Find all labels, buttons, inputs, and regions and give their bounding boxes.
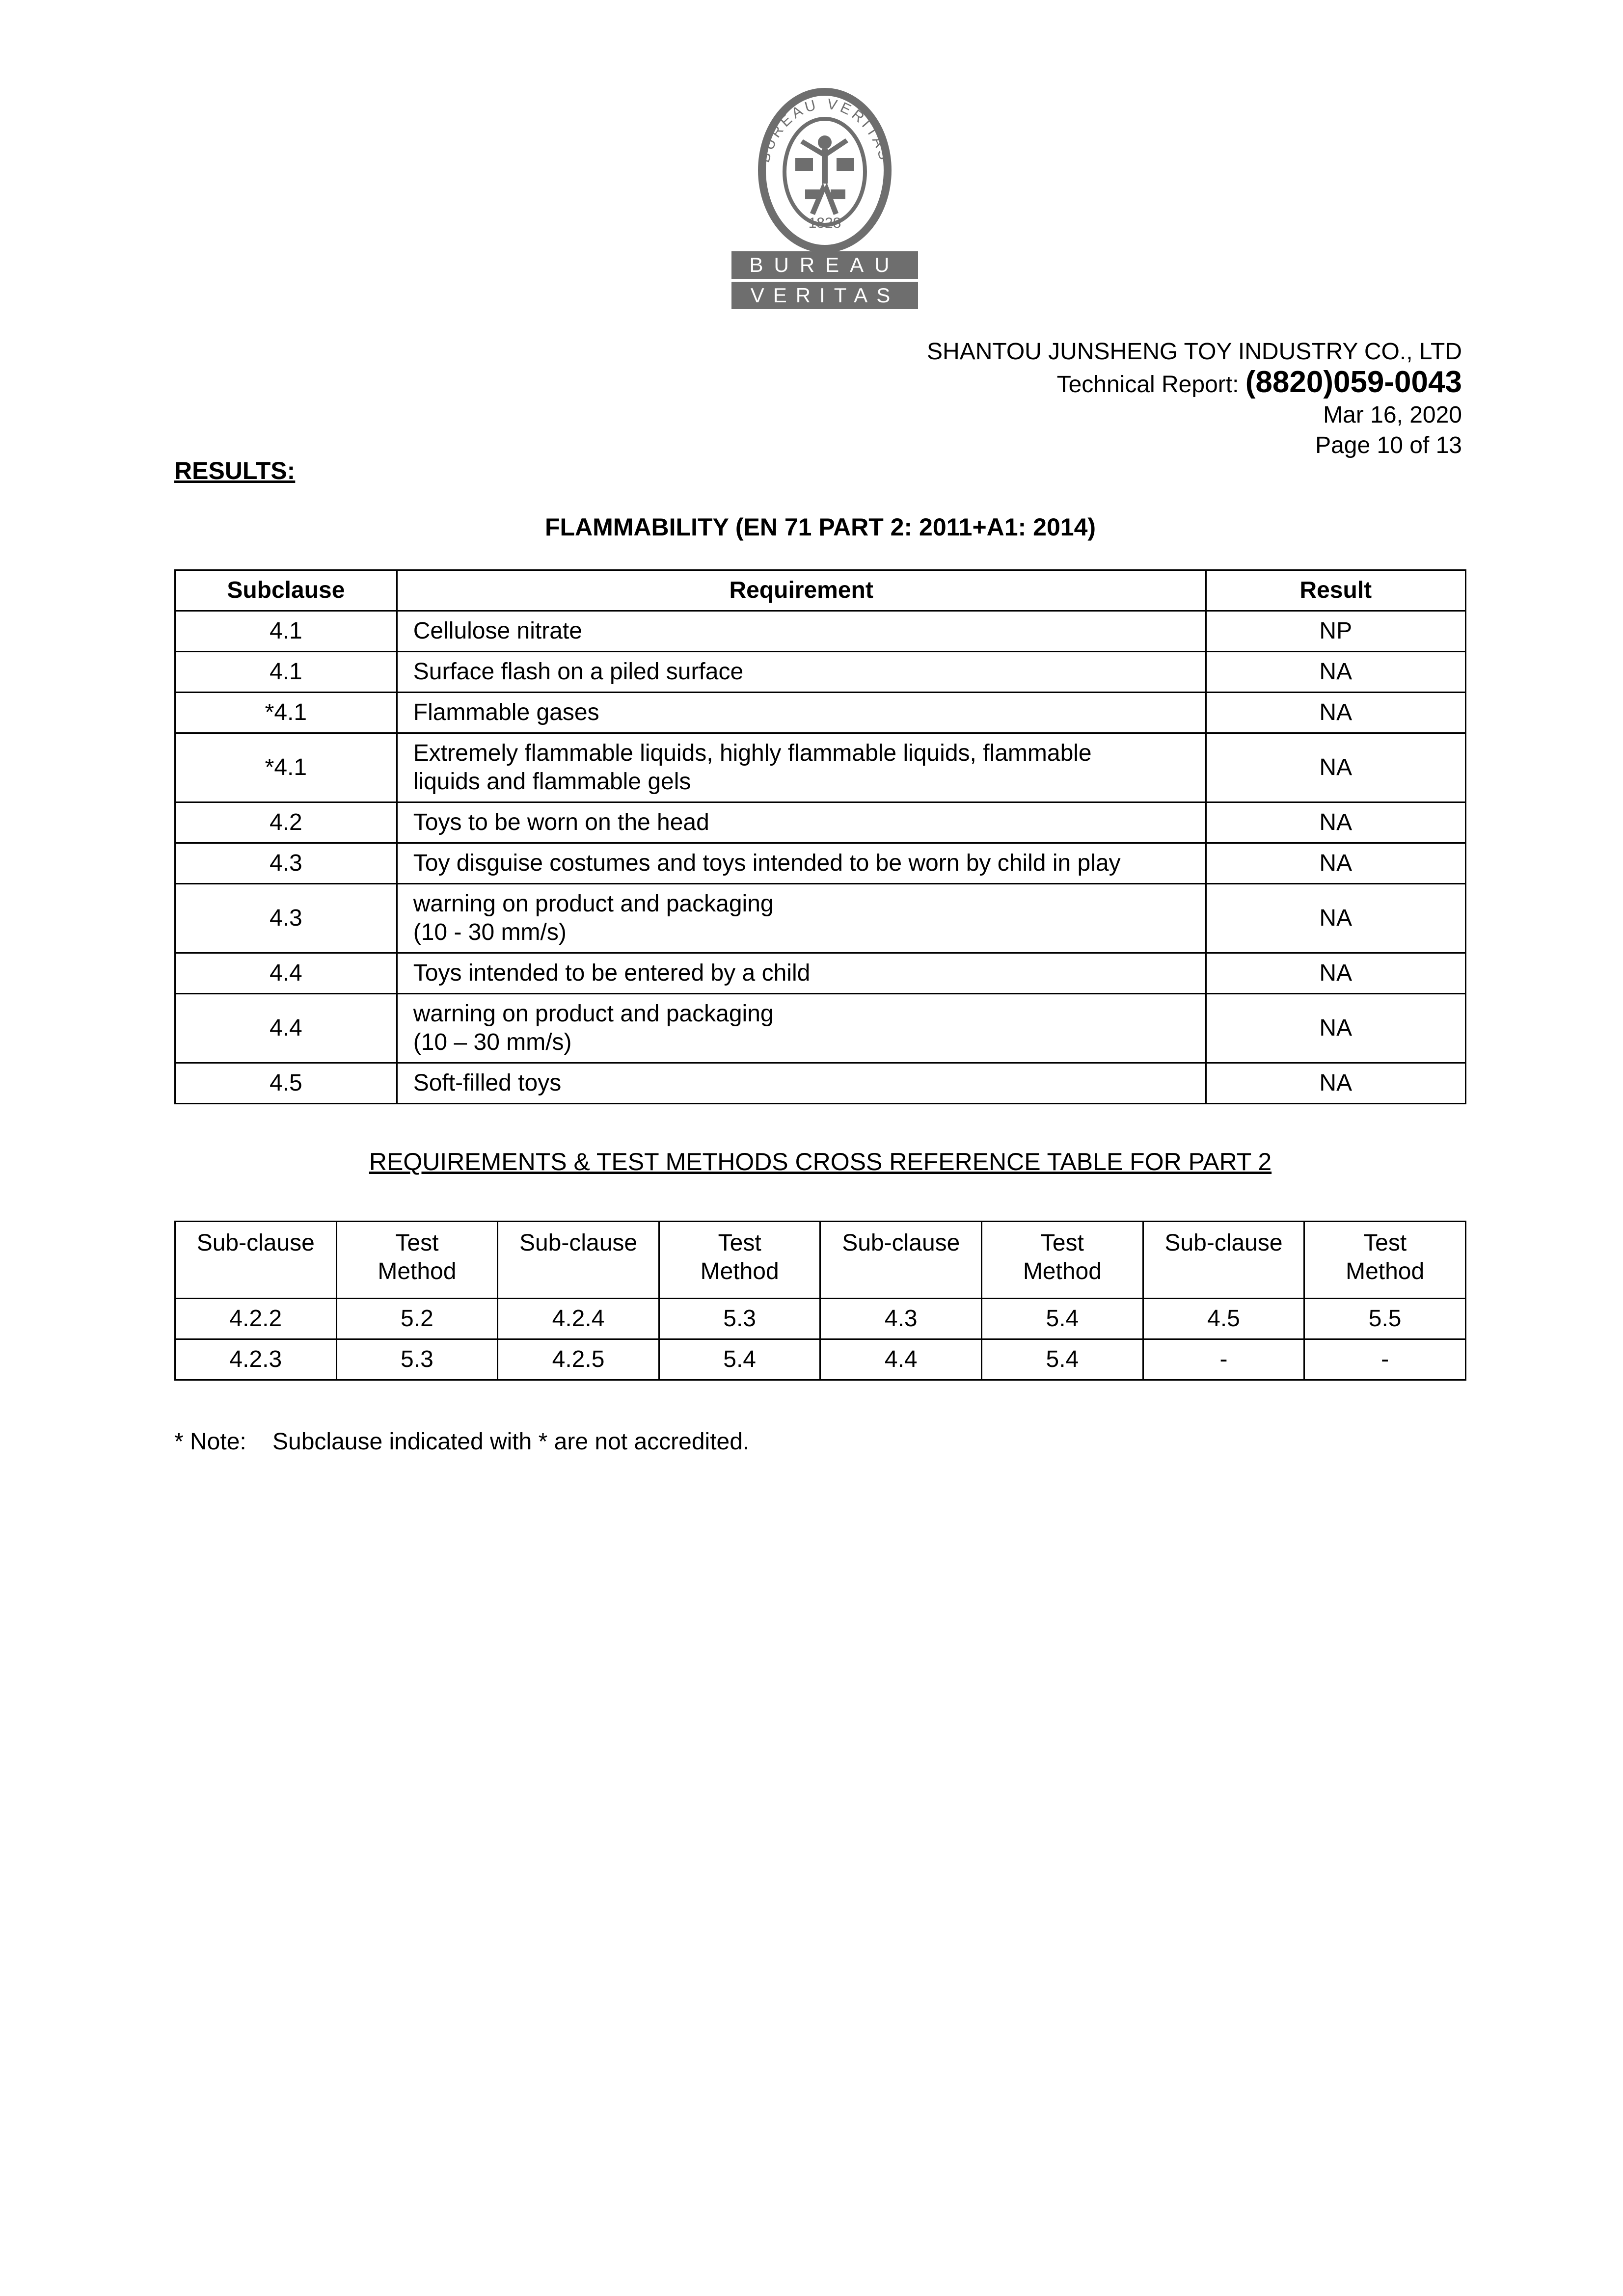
result-cell: NA bbox=[1206, 953, 1465, 994]
header-subclause: Subclause bbox=[175, 570, 397, 611]
seal-year: 1828 bbox=[808, 215, 841, 231]
table-row bbox=[175, 802, 1466, 843]
table-row bbox=[175, 884, 1466, 953]
requirement-cell bbox=[397, 994, 1206, 1063]
xref-cell: 4.2.4 bbox=[498, 1299, 659, 1339]
header-requirement: Requirement bbox=[397, 570, 1206, 611]
header-test-method bbox=[982, 1222, 1143, 1299]
subclause-cell: 4.4 bbox=[175, 953, 397, 994]
requirement-cell: Toy disguise costumes and toys intended to be worn by child in play bbox=[397, 843, 1206, 884]
requirement-line-2: liquids and flammable gels bbox=[413, 769, 691, 795]
xref-cell: 4.5 bbox=[1143, 1299, 1304, 1339]
header-test-method bbox=[336, 1222, 498, 1299]
table-row bbox=[175, 611, 1466, 652]
xref-cell: 4.2.3 bbox=[175, 1339, 337, 1380]
requirement-cell: Flammable gases bbox=[397, 693, 1206, 733]
subclause-cell: *4.1 bbox=[175, 693, 397, 733]
requirement-line-1: warning on product and packaging bbox=[413, 891, 774, 917]
header-test-line-1: Test bbox=[395, 1230, 439, 1256]
table-row bbox=[175, 1339, 1466, 1380]
table-row bbox=[175, 733, 1466, 802]
report-line bbox=[927, 367, 1462, 400]
cross-reference-header-row bbox=[175, 1222, 1466, 1299]
note-text: Subclause indicated with * are not accredited. bbox=[272, 1429, 750, 1455]
xref-cell: 5.2 bbox=[336, 1299, 498, 1339]
requirement-cell: Cellulose nitrate bbox=[397, 611, 1206, 652]
cross-reference-table bbox=[174, 1221, 1466, 1381]
xref-cell: 5.3 bbox=[659, 1299, 820, 1339]
xref-cell: 5.4 bbox=[982, 1299, 1143, 1339]
table-row bbox=[175, 652, 1466, 693]
xref-cell: 4.2.5 bbox=[498, 1339, 659, 1380]
table-row bbox=[175, 843, 1466, 884]
subclause-cell: 4.2 bbox=[175, 802, 397, 843]
header-test-line-2: Method bbox=[1346, 1258, 1425, 1284]
table-row bbox=[175, 994, 1466, 1063]
header-test-line-2: Method bbox=[700, 1258, 779, 1284]
subclause-cell: 4.4 bbox=[175, 994, 397, 1063]
bureau-veritas-logo bbox=[731, 84, 918, 311]
xref-cell: - bbox=[1304, 1339, 1466, 1380]
requirement-cell: Toys intended to be entered by a child bbox=[397, 953, 1206, 994]
requirement-line-2: (10 – 30 mm/s) bbox=[413, 1029, 572, 1055]
flammability-header-row bbox=[175, 570, 1466, 611]
subclause-cell: 4.3 bbox=[175, 843, 397, 884]
report-date: Mar 16, 2020 bbox=[1323, 402, 1462, 428]
report-id: (8820)059-0043 bbox=[1245, 365, 1462, 399]
requirement-cell: Toys to be worn on the head bbox=[397, 802, 1206, 843]
xref-cell: 4.2.2 bbox=[175, 1299, 337, 1339]
subclause-cell: 4.1 bbox=[175, 652, 397, 693]
report-label: Technical Report: bbox=[1056, 372, 1245, 398]
requirement-line-2: (10 - 30 mm/s) bbox=[413, 919, 567, 945]
header-subclause: Sub-clause bbox=[820, 1222, 982, 1299]
header-test-line-1: Test bbox=[1040, 1230, 1084, 1256]
table-row bbox=[175, 693, 1466, 733]
header-subclause: Sub-clause bbox=[175, 1222, 337, 1299]
header-result: Result bbox=[1206, 570, 1465, 611]
xref-cell: 5.3 bbox=[336, 1339, 498, 1380]
requirement-cell: Soft-filled toys bbox=[397, 1063, 1206, 1104]
xref-cell: 5.4 bbox=[659, 1339, 820, 1380]
page-number: Page 10 of 13 bbox=[1315, 432, 1462, 458]
table-row bbox=[175, 1063, 1466, 1104]
table-row bbox=[175, 1299, 1466, 1339]
requirement-line-1: Extremely flammable liquids, highly flammable liquids, flammable bbox=[413, 740, 1092, 766]
accreditation-note bbox=[174, 1428, 749, 1455]
subclause-cell: 4.3 bbox=[175, 884, 397, 953]
cross-reference-title: REQUIREMENTS & TEST METHODS CROSS REFERENCE TABLE FOR PART 2 bbox=[369, 1148, 1272, 1175]
subclause-cell: 4.5 bbox=[175, 1063, 397, 1104]
result-cell: NA bbox=[1206, 1063, 1465, 1104]
result-cell: NP bbox=[1206, 611, 1465, 652]
requirement-cell bbox=[397, 733, 1206, 802]
flammability-table bbox=[174, 569, 1466, 1104]
result-cell: NA bbox=[1206, 652, 1465, 693]
logo-word-bureau: BUREAU bbox=[749, 253, 900, 276]
xref-cell: - bbox=[1143, 1339, 1304, 1380]
company-name: SHANTOU JUNSHENG TOY INDUSTRY CO., LTD bbox=[927, 339, 1462, 365]
results-heading: RESULTS: bbox=[174, 457, 296, 484]
header-test-line-2: Method bbox=[378, 1258, 457, 1284]
requirement-cell bbox=[397, 884, 1206, 953]
result-cell: NA bbox=[1206, 994, 1465, 1063]
result-cell: NA bbox=[1206, 733, 1465, 802]
requirement-cell: Surface flash on a piled surface bbox=[397, 652, 1206, 693]
header-test-line-1: Test bbox=[718, 1230, 761, 1256]
xref-cell: 5.4 bbox=[982, 1339, 1143, 1380]
seal-arc-text: BUREAU VERITAS bbox=[756, 96, 893, 164]
flammability-title: FLAMMABILITY (EN 71 PART 2: 2011+A1: 2014) bbox=[544, 513, 1096, 541]
header-test-method bbox=[1304, 1222, 1466, 1299]
subclause-cell: 4.1 bbox=[175, 611, 397, 652]
xref-cell: 4.4 bbox=[820, 1339, 982, 1380]
header-subclause: Sub-clause bbox=[1143, 1222, 1304, 1299]
table-row bbox=[175, 953, 1466, 994]
report-header bbox=[927, 337, 1462, 461]
header-test-line-1: Test bbox=[1363, 1230, 1407, 1256]
header-test-line-2: Method bbox=[1023, 1258, 1102, 1284]
note-label: * Note: bbox=[174, 1429, 246, 1455]
result-cell: NA bbox=[1206, 884, 1465, 953]
subclause-cell: *4.1 bbox=[175, 733, 397, 802]
seal-figure-icon bbox=[795, 135, 854, 215]
header-test-method bbox=[659, 1222, 820, 1299]
result-cell: NA bbox=[1206, 693, 1465, 733]
xref-cell: 5.5 bbox=[1304, 1299, 1466, 1339]
logo-word-veritas: VERITAS bbox=[750, 284, 899, 307]
requirement-line-1: warning on product and packaging bbox=[413, 1001, 774, 1027]
result-cell: NA bbox=[1206, 802, 1465, 843]
result-cell: NA bbox=[1206, 843, 1465, 884]
header-subclause: Sub-clause bbox=[498, 1222, 659, 1299]
xref-cell: 4.3 bbox=[820, 1299, 982, 1339]
